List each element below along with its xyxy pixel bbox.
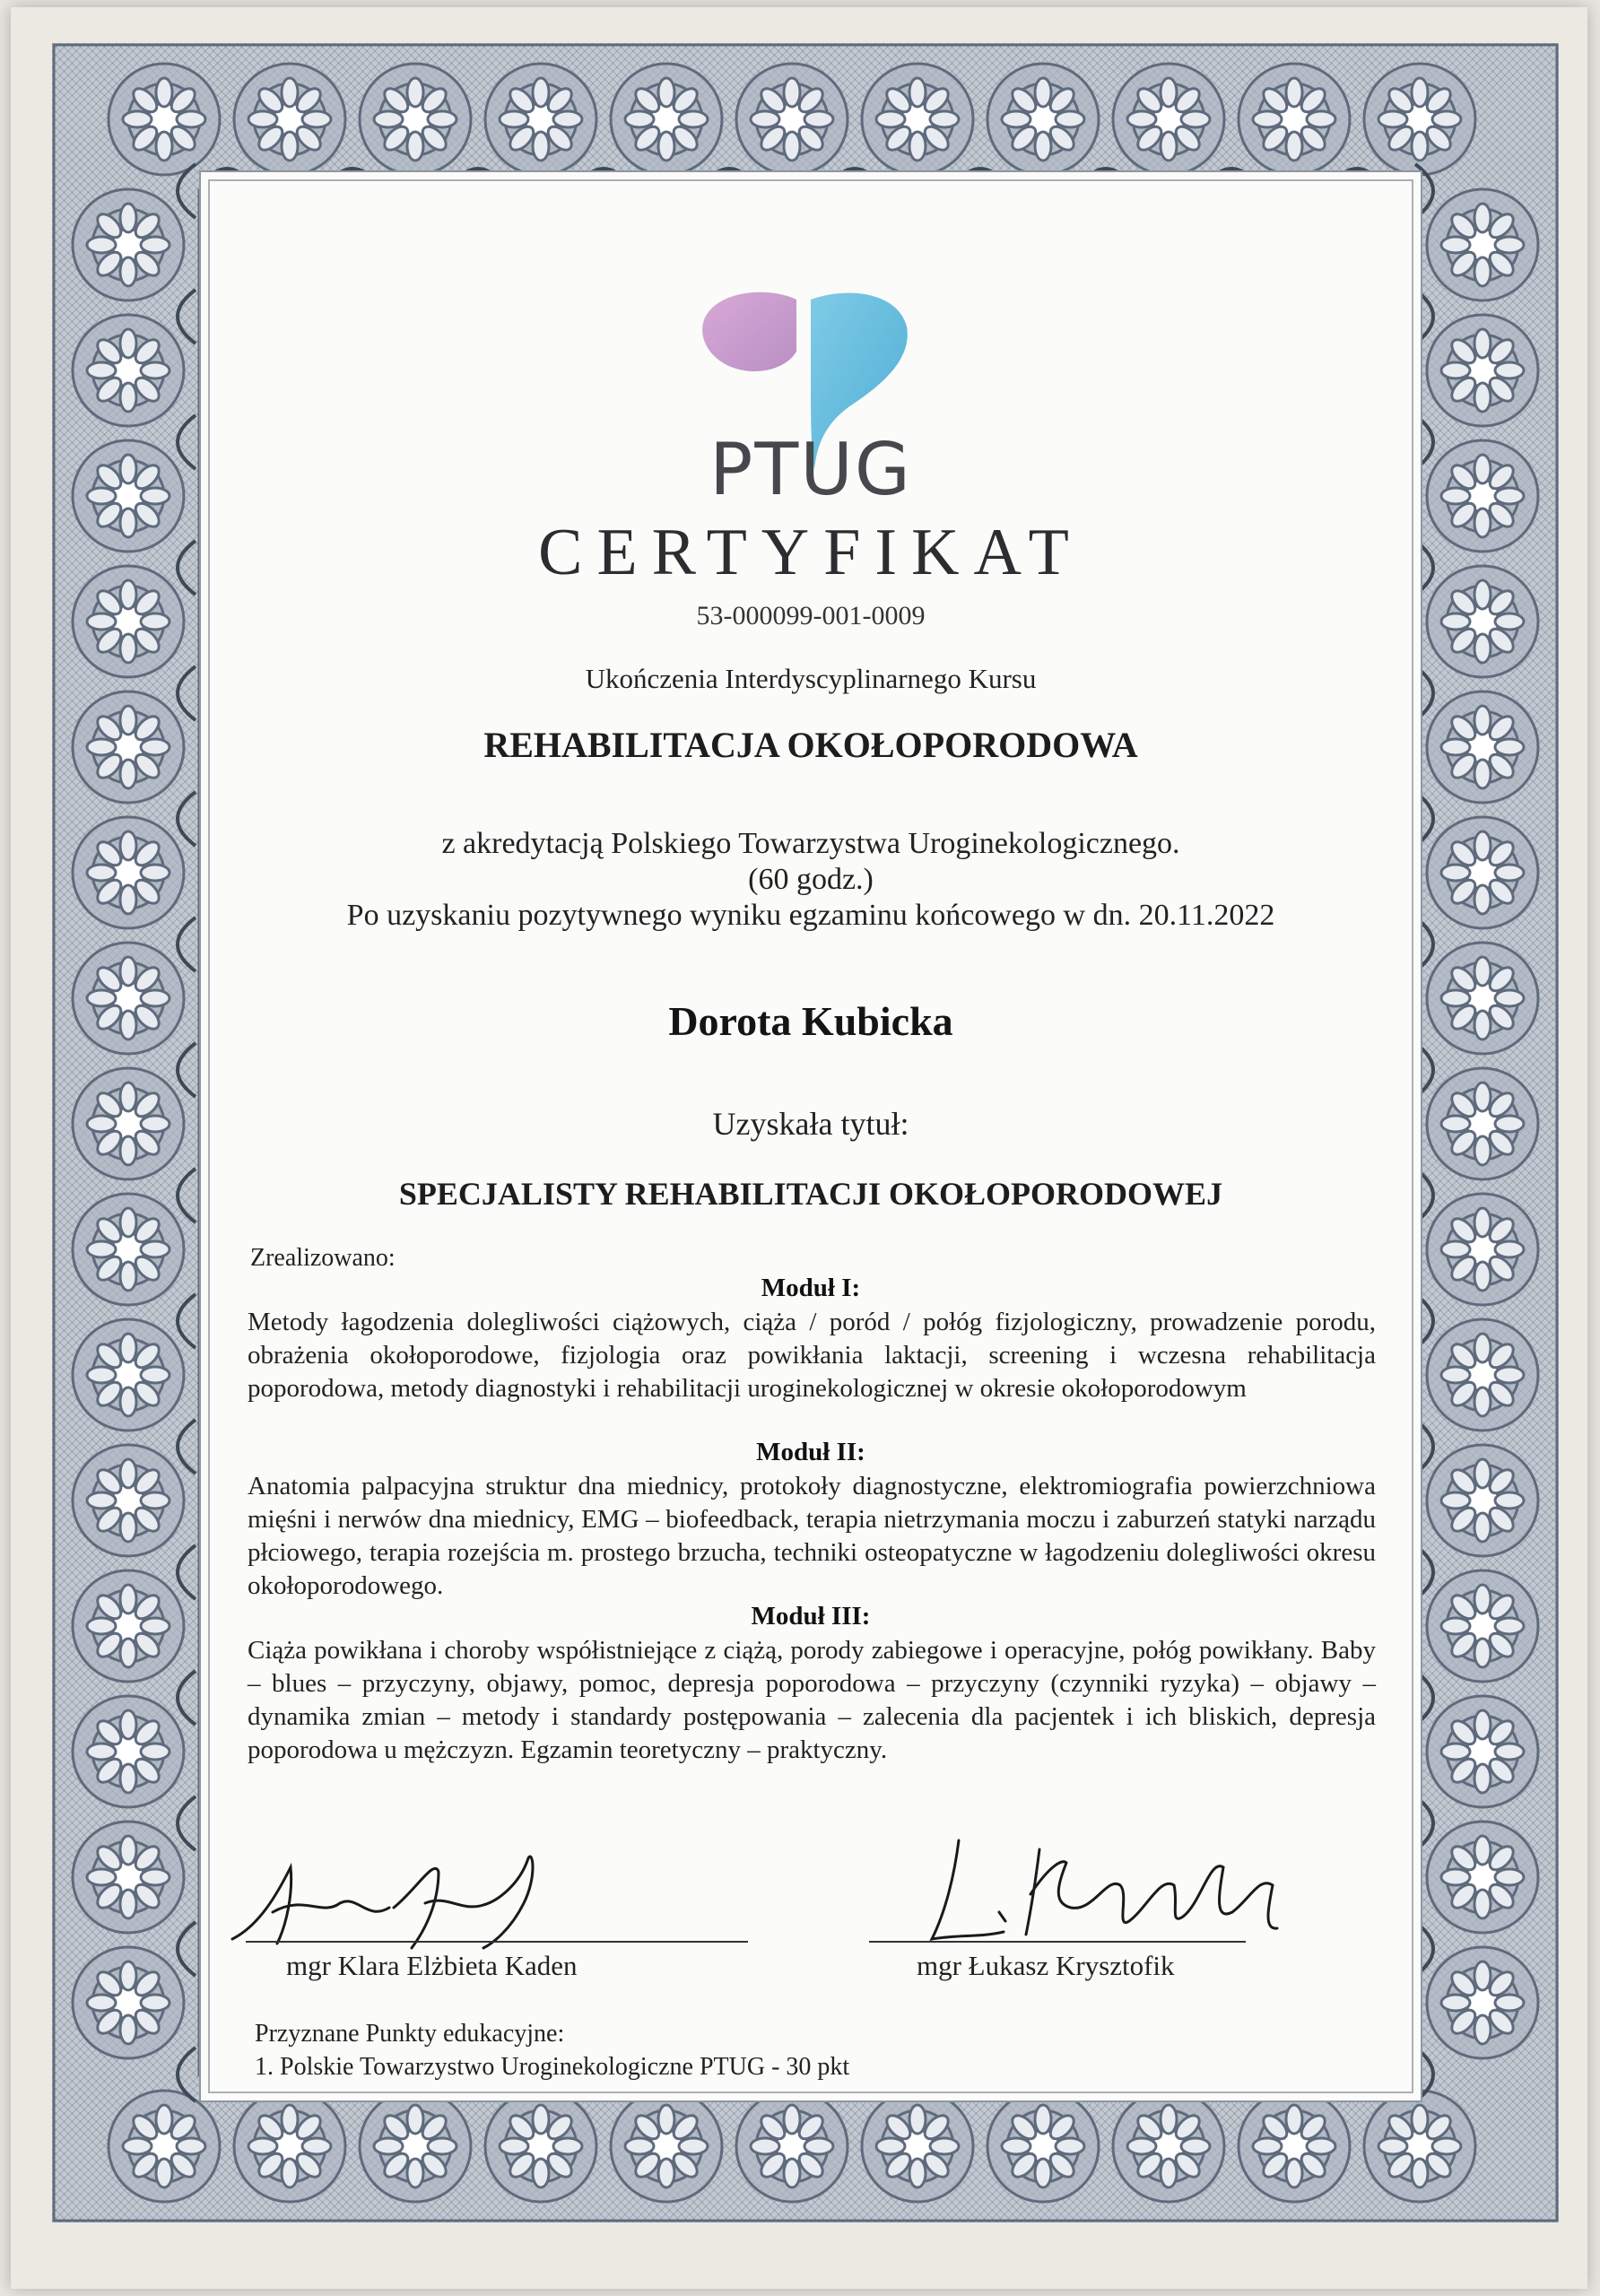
realized-label: Zrealizowano: [250,1244,396,1272]
module-3-heading: Moduł III: [751,1602,871,1631]
specialist-title: SPECJALISTY REHABILITACJI OKOŁOPORODOWEJ [398,1176,1223,1212]
points-item: 1. Polskie Towarzystwo Uroginekologiczne PTUG - 30 pkt [255,2053,850,2081]
module-2-heading: Moduł II: [756,1438,865,1466]
hours-line: (60 godz.) [748,863,874,896]
signatory-left-name: mgr Klara Elżbieta Kaden [286,1950,578,1981]
title-label: Uzyskała tytuł: [712,1106,909,1142]
module-2-text: Anatomia palpacyjna struktur dna miednicy, protokoły diagnostyczne, elektromiografia powierzchniowa mięśni i nerwów dna miednicy, EMG – biofeedback, terapia nietrzymania moczu i zaburzeń statyki narządu płciowego, terapia rozejścia m. prostego brzucha, techniki osteopatyczne w łagodzeniu dolegliwości okresu okołoporodowego. [248,1472,1376,1600]
completion-line: Ukończenia Interdyscyplinarnego Kursu [585,663,1037,694]
module-1-heading: Moduł I: [761,1274,861,1302]
signature-line-left [246,1941,748,1943]
course-name: REHABILITACJA OKOŁOPORODOWA [483,725,1138,765]
certificate-number: 53-000099-001-0009 [696,601,926,631]
signature-line-right [869,1941,1246,1943]
exam-line: Po uzyskaniu pozytywnego wyniku egzaminu końcowego w dn. 20.11.2022 [346,899,1275,932]
signatory-right-name: mgr Łukasz Krysztofik [917,1950,1175,1981]
module-1-text: Metody łagodzenia dolegliwości ciążowych, ciąża / poród / połóg fizjologiczny, prowadzenie porodu, obrażenia okołoporodowe, fizjologia oraz powikłania laktacji, screening i wczesna rehabilitacja poporodowa, metody diagnostyki i rehabilitacji uroginekologicznej w okresie okołoporodowym [248,1308,1376,1403]
certificate-sheet [11,7,1587,2289]
recipient-name: Dorota Kubicka [668,998,953,1044]
certificate-title: CERTYFIKAT [538,516,1083,589]
accreditation-line: z akredytacją Polskiego Towarzystwa Uroginekologicznego. [441,827,1180,860]
points-heading: Przyznane Punkty edukacyjne: [255,2020,565,2048]
signature-kaden [223,1840,609,1957]
module-3-text: Ciąża powikłana i choroby współistniejące z ciążą, porody zabiegowe i operacyjne, połóg powikłany. Baby – blues – przyczyny, objawy, pomoc, depresja poporodowa – przyczyny (czynniki ryzyka) – objawy – dynamika zmian – metody i standardy postępowania – zalecenia dla pacjentek i ich bliskich, depresja poporodowa u mężczyzn. Egzamin teoretyczny – praktyczny. [248,1636,1376,1764]
signature-krysztofik [905,1822,1300,1957]
certificate-panel [199,170,1422,2102]
logo-wordmark: PTUG [709,428,912,511]
